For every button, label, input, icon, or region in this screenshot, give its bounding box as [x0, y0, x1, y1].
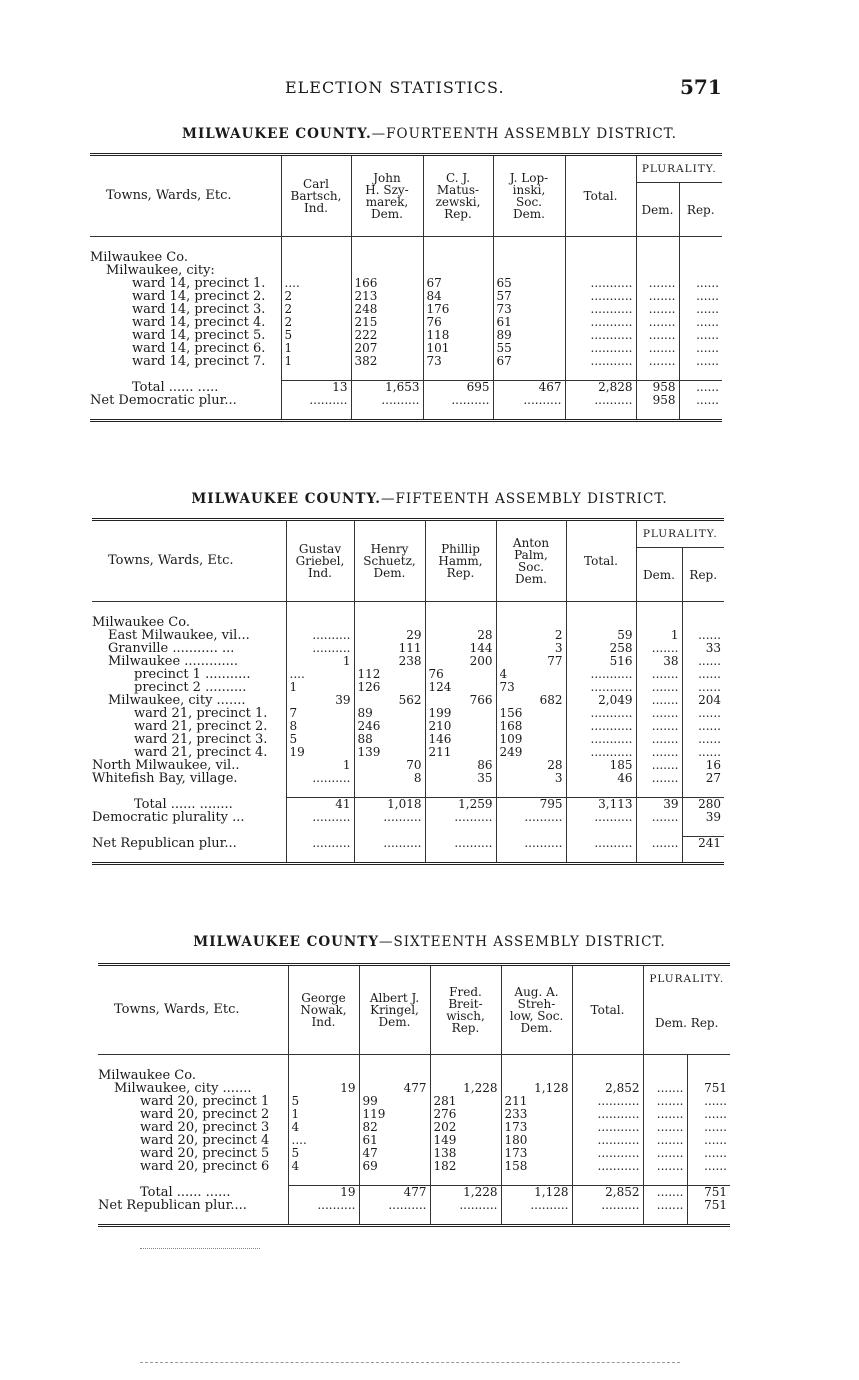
table-row: ward 20, precinct 1 5 99 281 211 ........... ....... ...... — [98, 1095, 730, 1108]
candidate-header: J. Lop- inski, Soc. Dem. — [493, 155, 565, 237]
candidate-header: Phillip Hamm, Rep. — [425, 520, 496, 602]
total-header: Total. — [565, 155, 636, 237]
candidate-header: Aug. A. Streh- low, Soc. Dem. — [501, 965, 572, 1055]
total-row: Total ...... ........ 41 1,018 1,259 795 3,113 39 280 — [92, 798, 724, 812]
towns-header: Towns, Wards, Etc. — [92, 520, 286, 602]
plurality-header: PLURALITY. — [636, 520, 724, 548]
dem-rep-header: Dem. Rep. — [643, 993, 730, 1055]
district-16-table — [98, 963, 730, 1227]
county-name: MILWAUKEE COUNTY. — [191, 491, 382, 507]
candidate-header: Albert J. Kringel, Dem. — [359, 965, 430, 1055]
table-row: precinct 2 .......... 1 126 124 73 ........... ....... ...... — [92, 681, 724, 694]
table-row: Milwaukee, city: — [90, 264, 722, 277]
rep-header: Rep. — [682, 548, 724, 602]
page-title: ELECTION STATISTICS. — [285, 78, 505, 97]
table-row: ward 21, precinct 3. 5 88 146 109 ........... ....... ...... — [92, 733, 724, 746]
candidate-header: Fred. Breit- wisch, Rep. — [430, 965, 501, 1055]
candidate-header: Gustav Griebel, Ind. — [286, 520, 354, 602]
table-row: North Milwaukee, vil.. 1 70 86 28 185 ....... 16 — [92, 759, 724, 772]
plurality-row: Net Republican plur.... .......... .......... .......... .......... .......... ....... 751 — [98, 1199, 730, 1212]
dem-header: Dem. — [636, 548, 682, 602]
total-row: Total ...... ...... 19 477 1,228 1,128 2,852 ....... 751 — [98, 1186, 730, 1200]
table-row: ward 20, precinct 2 1 119 276 233 ........... ....... ...... — [98, 1108, 730, 1121]
page-number: 571 — [680, 75, 722, 99]
total-row: Total ...... ..... 13 1,653 695 467 2,828 958 ...... — [90, 381, 722, 395]
table-row: ward 14, precinct 6. 1 207 101 55 ........... ....... ...... — [90, 342, 722, 355]
table-row: ward 14, precinct 7. 1 382 73 67 ........... ....... ...... — [90, 355, 722, 368]
table-row: East Milwaukee, vil... .......... 29 28 2 59 1 ...... — [92, 629, 724, 642]
district-15-table — [92, 518, 724, 865]
district-16-title — [0, 934, 859, 950]
table-row: ward 20, precinct 4 .... 61 149 180 ........... ....... ...... — [98, 1134, 730, 1147]
table-row: ward 14, precinct 5. 5 222 118 89 ........... ....... ...... — [90, 329, 722, 342]
table-row: ward 14, precinct 2. 2 213 84 57 ........... ....... ...... — [90, 290, 722, 303]
table-row: ward 21, precinct 2. 8 246 210 168 ........... ....... ...... — [92, 720, 724, 733]
table-row: Milwaukee Co. — [92, 616, 724, 629]
plurality-row: Net Republican plur... .......... .......... .......... .......... .......... ....... 241 — [92, 837, 724, 851]
district-name: —SIXTEENTH ASSEMBLY DISTRICT. — [378, 934, 666, 950]
plurality-header: PLURALITY. — [636, 155, 722, 183]
table-row: ward 20, precinct 5 5 47 138 173 ........... ....... ...... — [98, 1147, 730, 1160]
table-row: Milwaukee Co. — [98, 1069, 730, 1082]
candidate-header: Anton Palm, Soc. Dem. — [496, 520, 566, 602]
plurality-header: PLURALITY. — [643, 965, 730, 993]
page-header — [0, 75, 859, 100]
table-row: Milwaukee Co. — [90, 251, 722, 264]
table-row: Milwaukee, city ....... 19 477 1,228 1,128 2,852 ....... 751 — [98, 1082, 730, 1095]
page-footer-rule — [140, 1362, 680, 1363]
candidate-header: John H. Szy- marek, Dem. — [351, 155, 423, 237]
district-14-table — [90, 153, 722, 422]
towns-header: Towns, Wards, Etc. — [98, 965, 288, 1055]
district-15-title — [0, 491, 859, 507]
candidate-header: Carl Bartsch, Ind. — [281, 155, 351, 237]
dem-header: Dem. — [636, 183, 679, 237]
table-row: Whitefish Bay, village. .......... 8 35 3 46 ....... 27 — [92, 772, 724, 785]
candidate-header: Henry Schuetz, Dem. — [354, 520, 425, 602]
plurality-row: Democratic plurality ... .......... .......... .......... .......... .......... ....... 39 — [92, 811, 724, 824]
table-row: Milwaukee, city ....... 39 562 766 682 2,049 ....... 204 — [92, 694, 724, 707]
table-row: precinct 1 ........... .... 112 76 4 ........... ....... ...... — [92, 668, 724, 681]
table-row: ward 14, precinct 3. 2 248 176 73 ........... ....... ...... — [90, 303, 722, 316]
table-row: Granville ........... ... .......... 111 144 3 258 ....... 33 — [92, 642, 724, 655]
county-name: MILWAUKEE COUNTY. — [182, 126, 372, 142]
district-name: —FOURTEENTH ASSEMBLY DISTRICT. — [371, 126, 677, 142]
district-name: —FIFTEENTH ASSEMBLY DISTRICT. — [381, 491, 668, 507]
table-row: ward 20, precinct 6 4 69 182 158 ........... ....... ...... — [98, 1160, 730, 1173]
table-row: ward 14, precinct 1. .... 166 67 65 ........... ....... ...... — [90, 277, 722, 290]
plurality-row: Net Democratic plur... .......... .......... .......... .......... .......... 958 ...... — [90, 394, 722, 407]
total-header: Total. — [572, 965, 643, 1055]
district-14-title — [0, 126, 859, 142]
table-row: ward 14, precinct 4. 2 215 76 61 ........... ....... ...... — [90, 316, 722, 329]
table-row: ward 20, precinct 3 4 82 202 173 ........... ....... ...... — [98, 1121, 730, 1134]
table-row: Milwaukee ............. 1 238 200 77 516 38 ...... — [92, 655, 724, 668]
candidate-header: George Nowak, Ind. — [288, 965, 359, 1055]
county-name: MILWAUKEE COUNTY — [193, 934, 379, 950]
page-smudge — [140, 1248, 260, 1249]
candidate-header: C. J. Matus- zewski, Rep. — [423, 155, 493, 237]
rep-header: Rep. — [679, 183, 722, 237]
table-row: ward 21, precinct 4. 19 139 211 249 ........... ....... ...... — [92, 746, 724, 759]
table-row: ward 21, precinct 1. 7 89 199 156 ........... ....... ...... — [92, 707, 724, 720]
total-header: Total. — [566, 520, 636, 602]
towns-header: Towns, Wards, Etc. — [90, 155, 281, 237]
